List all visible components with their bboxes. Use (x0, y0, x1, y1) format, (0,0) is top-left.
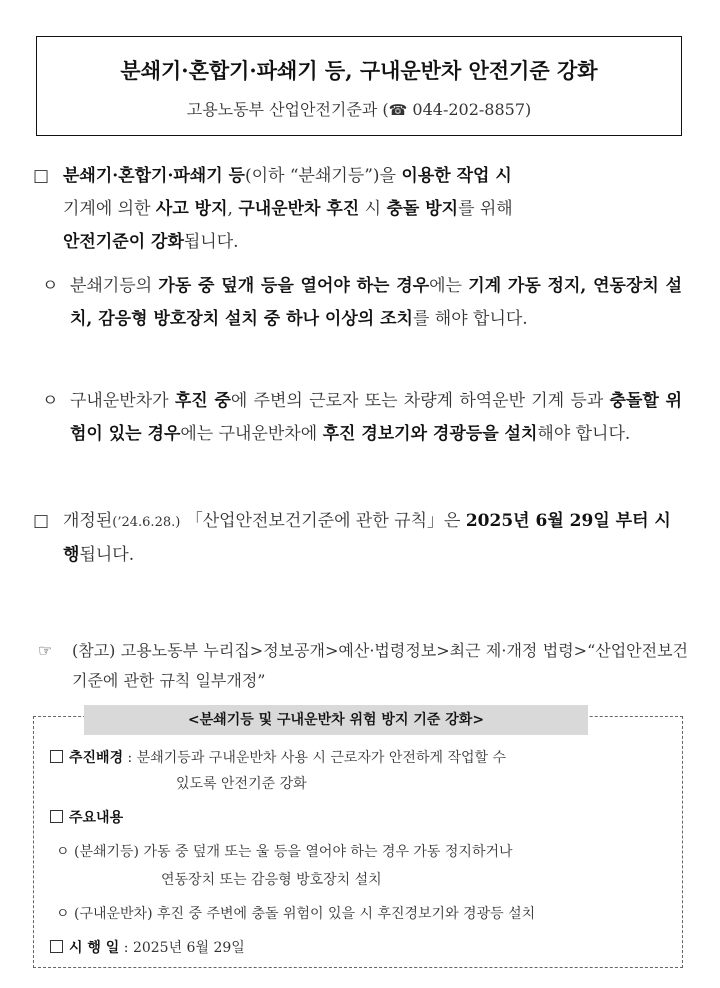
text-bold: 후진 경보기와 경광등을 설치 (322, 424, 538, 444)
title-box (36, 36, 682, 136)
phone-number: 044-202-8857 (412, 100, 526, 119)
text: 분쇄기등의 (70, 276, 159, 296)
effective-label: 시 행 일 (69, 940, 120, 956)
summary-item-crusher (56, 839, 666, 865)
department-name: 고용노동부 산업안전기준과 (186, 100, 378, 119)
department-contact: 고용노동부 산업안전기준과 (☎ 044-202-8857) (186, 100, 532, 119)
item-text-cont: 연동장치 또는 감응형 방호장치 설치 (161, 872, 382, 888)
paragraph-overview (33, 160, 683, 259)
text: 를 해야 합니다. (412, 309, 528, 329)
text: 됩니다. (79, 545, 135, 565)
text: 구내운반차가 (70, 391, 175, 411)
bullet-marker-icon: ㅇ (56, 906, 70, 922)
effective-date: 2025년 6월 29일 (132, 940, 245, 956)
summary-main-heading (50, 805, 123, 831)
revision-date: (’24.6.28.) (112, 515, 181, 530)
checkbox-marker-icon (50, 940, 63, 953)
paragraph-crusher (42, 270, 682, 336)
summary-title: <분쇄기등 및 구내운반차 위험 방지 기준 강화> (84, 705, 588, 735)
text-bold: 이용한 작업 시 (401, 166, 512, 186)
text-bold: 후진 중 (174, 391, 231, 411)
background-text: 분쇄기등과 구내운반차 사용 시 근로자가 안전하게 작업할 수 (136, 750, 506, 766)
document-title: 분쇄기·혼합기·파쇄기 등, 구내운반차 안전기준 강화 (120, 58, 598, 83)
paragraph-forklift (42, 385, 682, 451)
text: 를 위해 (458, 199, 513, 219)
text: 됩니다. (183, 232, 239, 252)
telephone-icon: ☎ (388, 101, 408, 119)
background-label: 추진배경 (69, 750, 124, 766)
text-bold: 가동 중 덮개 등을 열어야 하는 경우 (158, 276, 430, 296)
text-bold: 분쇄기·혼합기·파쇄기 등 (63, 166, 245, 186)
summary-item-forklift (56, 901, 680, 927)
text-bold: 기계 가동 정지, 연동장치 설치, 감응형 방호장치 설치 중 하나 이상의 조치 (70, 276, 683, 329)
text-bold: 2025년 6월 29일 부터 시행 (63, 511, 671, 565)
text: 「산업안전보건기준에 관한 규칙」은 (180, 511, 466, 531)
text-bold: 구내운반차 후진 (238, 199, 360, 219)
summary-box (33, 712, 683, 968)
bullet-marker-icon: ㅇ (42, 391, 59, 411)
paragraph-effective (33, 505, 683, 572)
item-text: (구내운반차) 후진 중 주변에 충돌 위험이 있을 시 후진경보기와 경광등 설치 (73, 906, 536, 922)
main-label: 주요내용 (69, 810, 124, 826)
reference-text: (참고) 고용노동부 누리집>정보공개>예산·법령정보>최근 제·개정 법령>“산업안전보건기준에 관한 규칙 일부개정” (72, 641, 688, 690)
summary-background (50, 745, 670, 771)
text: 해야 합니다. (537, 424, 631, 444)
text: 에는 (429, 276, 469, 296)
text: 기계에 의한 (63, 199, 156, 219)
text: 개정된 (63, 511, 113, 531)
colon: : (119, 940, 133, 956)
text-bold: 충돌 방지 (386, 199, 459, 219)
pointing-hand-icon: ☞ (38, 641, 53, 660)
bullet-marker-icon: ㅇ (42, 276, 59, 296)
text: 에는 구내운반차에 (180, 424, 323, 444)
colon: : (123, 750, 137, 766)
reference-note (38, 636, 688, 696)
text: 에 주변의 근로자 또는 차량계 하역운반 기계 등과 (230, 391, 610, 411)
text-bold: 사고 방지 (155, 199, 228, 219)
checkbox-marker-icon (50, 810, 63, 823)
checkbox-marker-icon: □ (33, 511, 50, 531)
summary-effective-date (50, 935, 245, 961)
text: 시 (359, 199, 387, 219)
text: (이하 “분쇄기등”)을 (244, 166, 402, 186)
text-bold: 충돌할 위험이 있는 경우 (70, 391, 683, 444)
text: , (227, 199, 239, 219)
checkbox-marker-icon: □ (33, 166, 50, 186)
text-bold: 안전기준이 강화 (63, 232, 184, 252)
item-text: (분쇄기등) 가동 중 덮개 또는 울 등을 열어야 하는 경우 가동 정지하거나 (73, 844, 513, 860)
background-text-cont: 있도록 안전기준 강화 (176, 776, 307, 792)
bullet-marker-icon: ㅇ (56, 844, 70, 860)
checkbox-marker-icon (50, 750, 63, 763)
